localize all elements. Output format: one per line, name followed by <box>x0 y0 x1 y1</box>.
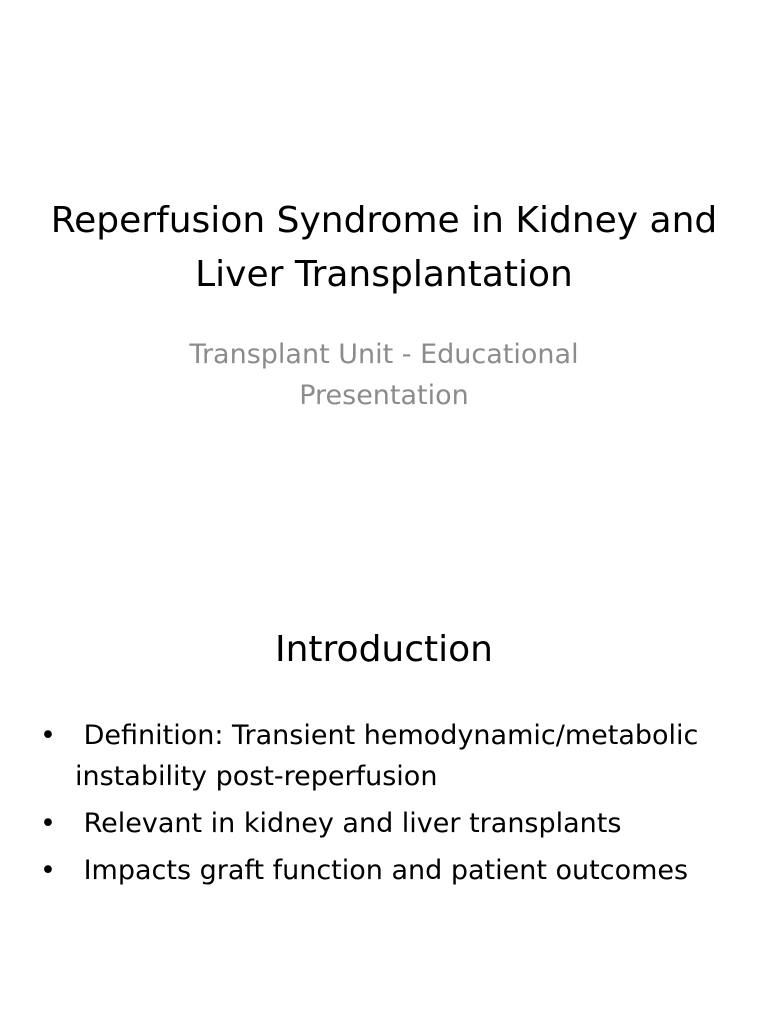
bullet-item <box>40 803 740 844</box>
bullet-text: Definition: Transient hemodynamic/metabolic instability post-reperfusion <box>75 720 699 792</box>
bullet-icon: • <box>40 855 56 886</box>
bullet-list <box>40 715 740 897</box>
bullet-item <box>40 715 740 797</box>
slide-subtitle: Transplant Unit - Educational Presentation <box>189 339 579 411</box>
introduction-slide <box>0 512 768 1024</box>
bullet-text: Impacts graft function and patient outcomes <box>83 855 689 886</box>
slide-title: Reperfusion Syndrome in Kidney and Liver Transplantation <box>50 200 718 295</box>
bullet-text: Relevant in kidney and liver transplants <box>83 808 622 839</box>
slide-title: Introduction <box>274 629 493 670</box>
bullet-item <box>40 850 740 891</box>
bullet-icon: • <box>40 808 56 839</box>
bullet-icon: • <box>40 720 56 751</box>
